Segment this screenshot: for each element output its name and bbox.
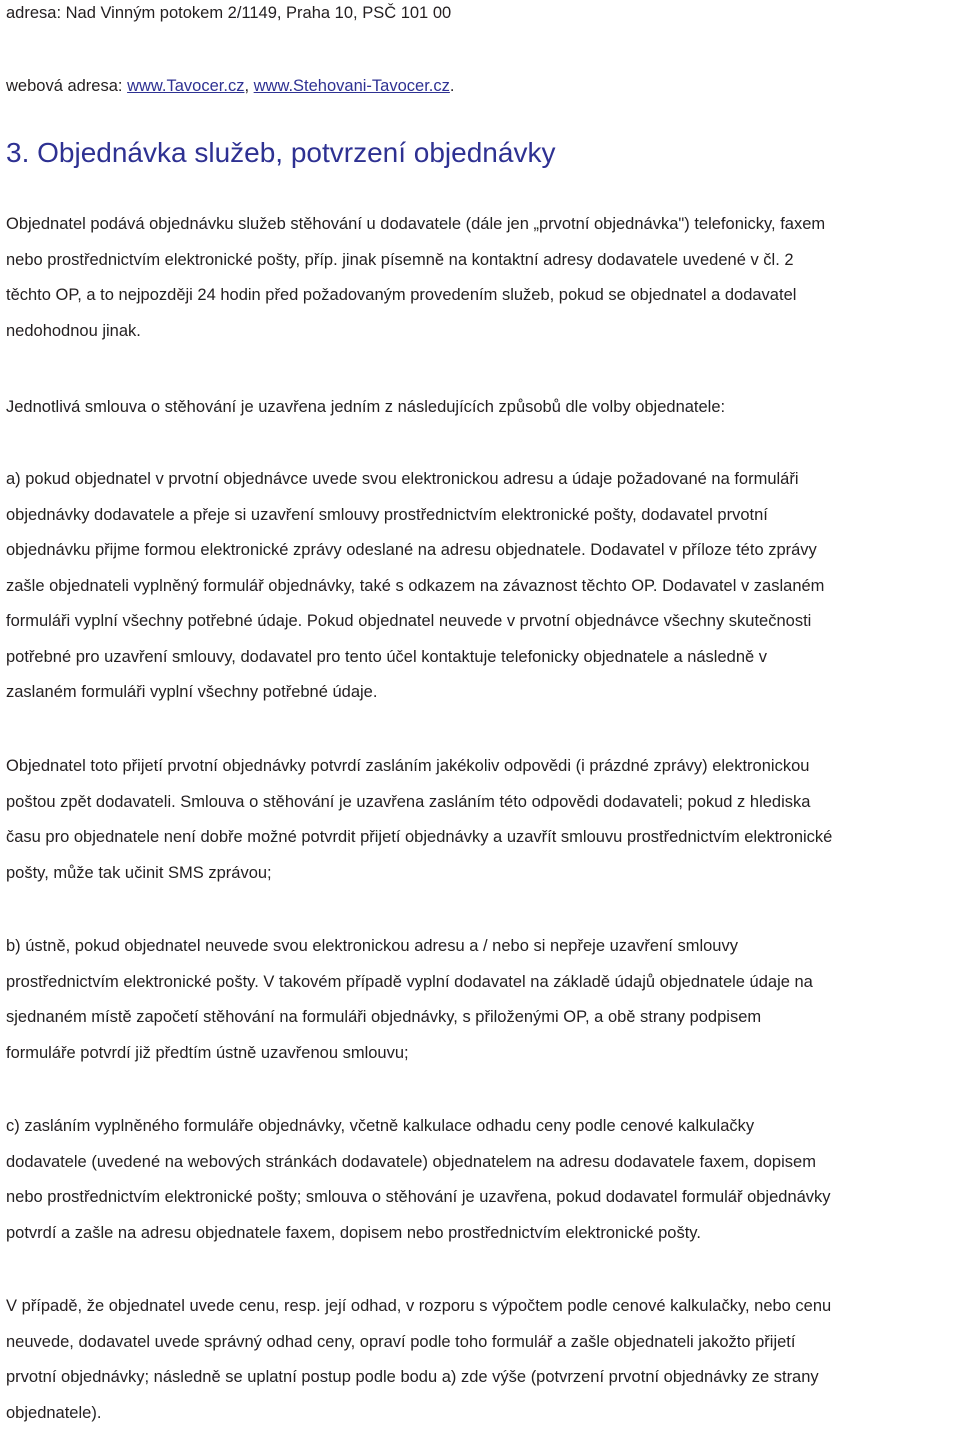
paragraph-confirmation (6, 749, 958, 891)
paragraph-line: poštou zpět dodavateli. Smlouva o stěhování je uzavřena zasláním této odpovědi dodavateli; pokud z hlediska (6, 785, 958, 821)
paragraph-line: neuvede, dodavatel uvede správný odhad ceny, opraví podle toho formulář a zašle objednateli jakožto přijetí (6, 1325, 958, 1361)
paragraph-line: zaslaném formuláři vyplní všechny potřebné údaje. (6, 675, 958, 711)
paragraph-line: potvrdí a zašle na adresu objednatele faxem, dopisem nebo prostřednictvím elektronické pošty. (6, 1216, 958, 1252)
paragraph-contract-methods (6, 390, 958, 426)
paragraph-option-b (6, 929, 958, 1071)
web-link-stehovani-tavocer[interactable]: www.Stehovani-Tavocer.cz (254, 77, 450, 95)
paragraph-line: zašle objednateli vyplněný formulář objednávky, také s odkazem na závaznost těchto OP. Dodavatel v zaslaném (6, 569, 958, 605)
paragraph-line: formuláři vyplní všechny potřebné údaje. Pokud objednatel neuvede v prvotní objednávce všechny skutečnosti (6, 604, 958, 640)
paragraph-line: potřebné pro uzavření smlouvy, dodavatel pro tento účel kontaktuje telefonicky objednatele a následně v (6, 640, 958, 676)
web-link-tavocer[interactable]: www.Tavocer.cz (127, 77, 244, 95)
paragraph-line: prvotní objednávky; následně se uplatní postup podle bodu a) zde výše (potvrzení prvotní objednávky ze strany (6, 1360, 958, 1396)
paragraph-line: b) ústně, pokud objednatel neuvede svou elektronickou adresu a / nebo si nepřeje uzavření smlouvy (6, 929, 958, 965)
web-address-line (6, 76, 454, 96)
web-address-label: webová adresa: (6, 77, 127, 95)
paragraph-order-submission (6, 207, 958, 349)
paragraph-line: pošty, může tak učinit SMS zprávou; (6, 856, 958, 892)
paragraph-line: nedohodnou jinak. (6, 314, 958, 350)
web-address-end: . (450, 77, 455, 95)
paragraph-line: objednávky dodavatele a přeje si uzavření smlouvy prostřednictvím elektronické pošty, dodavatel prvotní (6, 498, 958, 534)
paragraph-line: a) pokud objednatel v prvotní objednávce uvede svou elektronickou adresu a údaje požadované na formuláři (6, 462, 958, 498)
paragraph-line: V případě, že objednatel uvede cenu, resp. její odhad, v rozporu s výpočtem podle cenové kalkulačky, nebo cenu (6, 1289, 958, 1325)
paragraph-option-a (6, 462, 958, 711)
paragraph-line: sjednaném místě započetí stěhování na formuláři objednávky, s přiloženými OP, a obě strany podpisem (6, 1000, 958, 1036)
paragraph-line: času pro objednatele není dobře možné potvrdit přijetí objednávky a uzavřít smlouvu prostřednictvím elektronické (6, 820, 958, 856)
paragraph-line: formuláře potvrdí již předtím ústně uzavřenou smlouvu; (6, 1036, 958, 1072)
paragraph-line: c) zasláním vyplněného formuláře objednávky, včetně kalkulace odhadu ceny podle cenové kalkulačky (6, 1109, 958, 1145)
company-address: adresa: Nad Vinným potokem 2/1149, Praha 10, PSČ 101 00 (6, 3, 451, 23)
section-heading: 3. Objednávka služeb, potvrzení objednávky (6, 136, 555, 170)
web-link-separator: , (244, 77, 253, 95)
paragraph-line: Objednatel toto přijetí prvotní objednávky potvrdí zasláním jakékoliv odpovědi (i prázdné zprávy) elektronickou (6, 749, 958, 785)
paragraph-line: nebo prostřednictvím elektronické pošty, příp. jinak písemně na kontaktní adresy dodavatele uvedené v čl. 2 (6, 243, 958, 279)
paragraph-line: Jednotlivá smlouva o stěhování je uzavřena jedním z následujících způsobů dle volby objednatele: (6, 390, 958, 426)
paragraph-option-c (6, 1109, 958, 1251)
paragraph-line: prostřednictvím elektronické pošty. V takovém případě vyplní dodavatel na základě údajů objednatele údaje na (6, 965, 958, 1001)
paragraph-line: Objednatel podává objednávku služeb stěhování u dodavatele (dále jen „prvotní objednávka") telefonicky, faxem (6, 207, 958, 243)
paragraph-line: těchto OP, a to nejpozději 24 hodin před požadovaným provedením služeb, pokud se objednatel a dodavatel (6, 278, 958, 314)
paragraph-line: objednatele). (6, 1396, 958, 1431)
paragraph-line: nebo prostřednictvím elektronické pošty; smlouva o stěhování je uzavřena, pokud dodavatel formulář objednávky (6, 1180, 958, 1216)
paragraph-price-estimate (6, 1289, 958, 1431)
paragraph-line: objednávku přijme formou elektronické zprávy odeslané na adresu objednatele. Dodavatel v příloze této zprávy (6, 533, 958, 569)
paragraph-line: dodavatele (uvedené na webových stránkách dodavatele) objednatelem na adresu dodavatele faxem, dopisem (6, 1145, 958, 1181)
